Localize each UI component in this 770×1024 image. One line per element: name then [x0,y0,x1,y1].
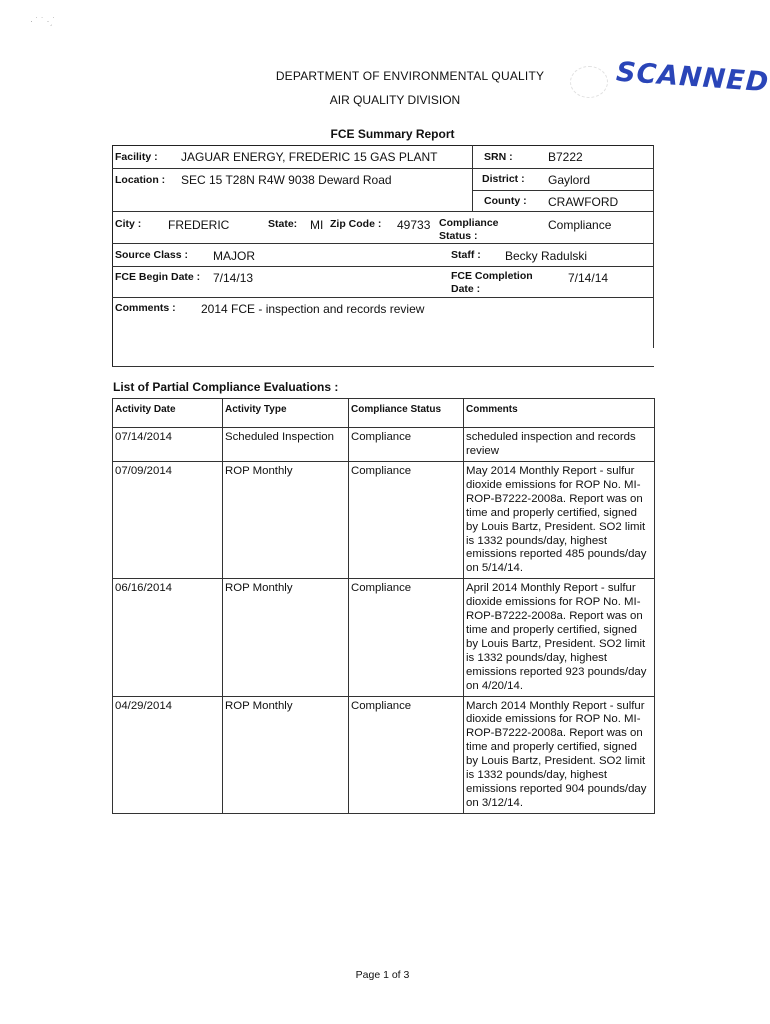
comments-cell: March 2014 Monthly Report - sulfur dioxide emissions for ROP No. MI-ROP-B7222-2008a. Report was on time and properly certified, signed by Louis Bartz, President. SO2 limit is 1332 pounds/day, highest emissions reported 904 pounds/day on 3/12/14. [464,696,655,813]
pce-section-title: List of Partial Compliance Evaluations : [113,380,339,394]
compliance-status-label-line2: Status : [439,230,478,242]
comments-value: 2014 FCE - inspection and records review [201,302,425,316]
compliance-status-cell: Compliance [349,696,464,813]
fce-completion-label-line2: Date : [451,283,481,295]
facility-value: JAGUAR ENERGY, FREDERIC 15 GAS PLANT [181,150,438,164]
scan-marks: · ˙ ˙ ·ˏ˙ [30,16,56,26]
page-number: Page 1 of 3 [355,969,410,981]
activity-type-cell: Scheduled Inspection [223,428,349,462]
comments-label: Comments : [115,302,176,314]
fce-begin-label: FCE Begin Date : [115,271,201,283]
staff-value: Becky Radulski [505,249,588,263]
activity-date-cell: 04/29/2014 [113,696,223,813]
table-row [113,696,655,813]
comments-cell: May 2014 Monthly Report - sulfur dioxide emissions for ROP No. MI-ROP-B7222-2008a. Report was on time and properly certified, signed by Louis Bartz, President. SO2 limit is 1332 pounds/day, highest emissions reported 485 pounds/day on 5/14/14. [464,462,655,579]
zip-value: 49733 [397,218,431,232]
fce-begin-value: 7/14/13 [213,271,254,285]
state-label: State: [268,218,298,230]
compliance-status-cell: Compliance [349,428,464,462]
col-activity-date: Activity Date [113,399,223,428]
compliance-status-cell: Compliance [349,579,464,696]
comments-cell: scheduled inspection and records review [464,428,655,462]
facility-label: Facility : [115,151,158,163]
district-value: Gaylord [548,173,591,187]
compliance-status-cell: Compliance [349,462,464,579]
table-row [113,462,655,579]
department-heading: DEPARTMENT OF ENVIRONMENTAL QUALITY [275,69,545,83]
table-row [113,428,655,462]
compliance-status-value: Compliance [548,218,612,232]
scanned-stamp: SCANNED [615,56,770,99]
compliance-status-label-line1: Compliance [439,217,499,229]
pce-header-row [113,399,655,428]
activity-date-cell: 07/09/2014 [113,462,223,579]
zip-label: Zip Code : [330,218,382,230]
col-compliance-status: Compliance Status [349,399,464,428]
county-value: CRAWFORD [548,195,619,209]
division-heading: AIR QUALITY DIVISION [329,93,461,107]
col-activity-type: Activity Type [223,399,349,428]
table-row [113,579,655,696]
activity-type-cell: ROP Monthly [223,696,349,813]
srn-label: SRN : [484,151,513,163]
activity-type-cell: ROP Monthly [223,462,349,579]
activity-date-cell: 07/14/2014 [113,428,223,462]
county-label: County : [484,195,527,207]
city-value: FREDERIC [168,218,230,232]
location-label: Location : [115,174,166,186]
state-value: MI [310,218,324,232]
report-title: FCE Summary Report [330,127,455,141]
source-class-value: MAJOR [213,249,255,263]
location-value: SEC 15 T28N R4W 9038 Deward Road [181,173,392,187]
district-label: District : [482,173,525,185]
fce-completion-label-line1: FCE Completion [451,270,533,282]
activity-date-cell: 06/16/2014 [113,579,223,696]
stamp-smudge [570,66,608,98]
pce-table [112,398,655,814]
srn-value: B7222 [548,150,583,164]
source-class-label: Source Class : [115,249,188,261]
col-comments: Comments [464,399,655,428]
city-label: City : [115,218,142,230]
fce-completion-value: 7/14/14 [568,271,609,285]
comments-cell: April 2014 Monthly Report - sulfur dioxide emissions for ROP No. MI-ROP-B7222-2008a. Report was on time and properly certified, signed by Louis Bartz, President. SO2 limit is 1332 pounds/day, highest emissions reported 923 pounds/day on 4/20/14. [464,579,655,696]
staff-label: Staff : [451,249,481,261]
activity-type-cell: ROP Monthly [223,579,349,696]
